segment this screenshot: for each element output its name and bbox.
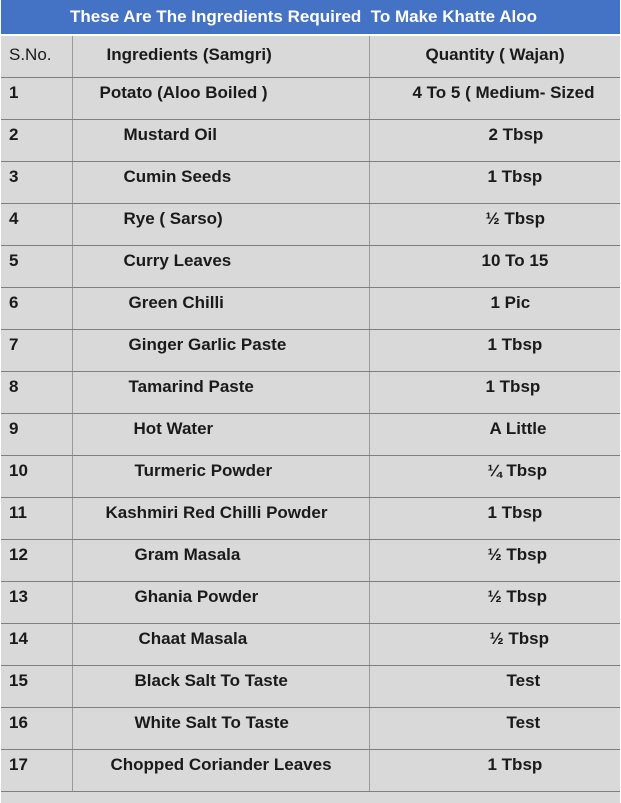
row-quantity: 4 To 5 ( Medium- Sized	[369, 77, 620, 119]
row-sno: 13	[1, 581, 72, 623]
table-row	[1, 707, 620, 749]
row-quantity: 1 Pic	[369, 287, 620, 329]
row-sno: 10	[1, 455, 72, 497]
header-ingredient: Ingredients (Samgri)	[72, 36, 369, 77]
row-quantity: 2 Tbsp	[369, 119, 620, 161]
ingredients-table	[1, 36, 620, 792]
row-ingredient: White Salt To Taste	[72, 707, 369, 749]
row-quantity: ½ Tbsp	[369, 623, 620, 665]
row-quantity: Test	[369, 665, 620, 707]
row-ingredient: Cumin Seeds	[72, 161, 369, 203]
row-ingredient: Black Salt To Taste	[72, 665, 369, 707]
table-row	[1, 119, 620, 161]
table-row	[1, 161, 620, 203]
row-quantity: ½ Tbsp	[369, 539, 620, 581]
row-ingredient: Hot Water	[72, 413, 369, 455]
table-row	[1, 539, 620, 581]
row-ingredient: Potato (Aloo Boiled )	[72, 77, 369, 119]
table-row	[1, 245, 620, 287]
row-quantity: 1 Tbsp	[369, 161, 620, 203]
row-quantity: ¼ Tbsp	[369, 455, 620, 497]
table-row	[1, 77, 620, 119]
table-row	[1, 623, 620, 665]
header-row	[1, 36, 620, 77]
row-sno: 6	[1, 287, 72, 329]
row-sno: 11	[1, 497, 72, 539]
row-ingredient: Gram Masala	[72, 539, 369, 581]
row-ingredient: Green Chilli	[72, 287, 369, 329]
row-ingredient: Chopped Coriander Leaves	[72, 749, 369, 791]
row-quantity: 1 Tbsp	[369, 497, 620, 539]
row-ingredient: Rye ( Sarso)	[72, 203, 369, 245]
row-sno: 2	[1, 119, 72, 161]
row-sno: 4	[1, 203, 72, 245]
row-quantity: 1 Tbsp	[369, 749, 620, 791]
row-quantity: A Little	[369, 413, 620, 455]
table-row	[1, 497, 620, 539]
row-sno: 12	[1, 539, 72, 581]
table-row	[1, 371, 620, 413]
row-sno: 5	[1, 245, 72, 287]
row-quantity: ½ Tbsp	[369, 581, 620, 623]
row-sno: 14	[1, 623, 72, 665]
row-ingredient: Chaat Masala	[72, 623, 369, 665]
row-sno: 16	[1, 707, 72, 749]
header-quantity: Quantity ( Wajan)	[369, 36, 620, 77]
table-row	[1, 329, 620, 371]
ingredients-sheet	[1, 0, 620, 803]
table-title: These Are The Ingredients Required To Make Khatte Aloo	[1, 0, 620, 36]
row-sno: 17	[1, 749, 72, 791]
row-quantity: 1 Tbsp	[369, 329, 620, 371]
table-row	[1, 749, 620, 791]
row-quantity: 10 To 15	[369, 245, 620, 287]
table-row	[1, 665, 620, 707]
row-quantity: ½ Tbsp	[369, 203, 620, 245]
row-ingredient: Mustard Oil	[72, 119, 369, 161]
row-sno: 8	[1, 371, 72, 413]
table-row	[1, 581, 620, 623]
table-row	[1, 455, 620, 497]
row-sno: 15	[1, 665, 72, 707]
row-ingredient: Ghania Powder	[72, 581, 369, 623]
row-sno: 1	[1, 77, 72, 119]
header-sno: S.No.	[1, 36, 72, 77]
row-sno: 3	[1, 161, 72, 203]
table-row	[1, 203, 620, 245]
row-sno: 9	[1, 413, 72, 455]
row-quantity: 1 Tbsp	[369, 371, 620, 413]
table-row	[1, 413, 620, 455]
row-quantity: Test	[369, 707, 620, 749]
row-ingredient: Ginger Garlic Paste	[72, 329, 369, 371]
row-sno: 7	[1, 329, 72, 371]
row-ingredient: Tamarind Paste	[72, 371, 369, 413]
row-ingredient: Turmeric Powder	[72, 455, 369, 497]
table-row	[1, 287, 620, 329]
row-ingredient: Curry Leaves	[72, 245, 369, 287]
row-ingredient: Kashmiri Red Chilli Powder	[72, 497, 369, 539]
